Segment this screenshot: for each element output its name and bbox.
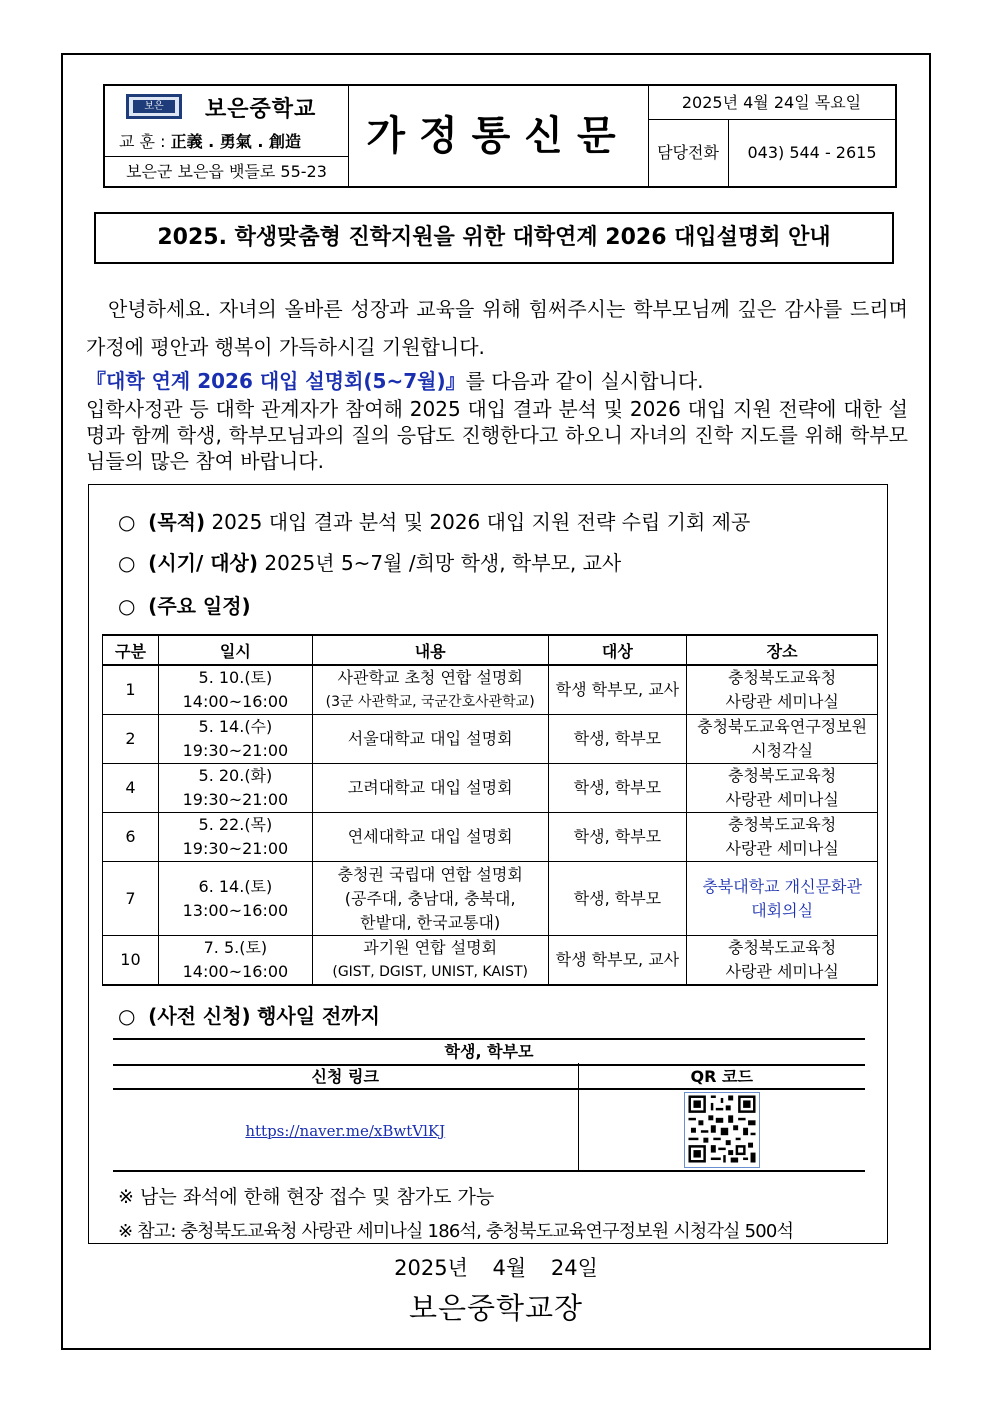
place-line: 충청북도교육청	[728, 766, 837, 785]
target-label: (시기/ 대상)	[148, 551, 259, 575]
content-line: 한밭대, 한국교통대)	[360, 912, 501, 932]
purpose-text: 2025 대입 결과 분석 및 2026 대입 지원 전략 수립 기회 제공	[211, 510, 751, 534]
row-date: 5. 20.(화)	[198, 766, 273, 785]
bullet-marker: ○	[118, 594, 136, 618]
bullet-marker: ○	[118, 551, 136, 575]
row-datetime	[158, 936, 312, 986]
row-time: 19:30~21:00	[182, 790, 289, 809]
place-line: 시청각실	[751, 741, 814, 760]
row-time: 14:00~16:00	[182, 692, 289, 711]
letterhead	[103, 84, 897, 188]
content-line: (공주대, 충남대, 충북대,	[344, 888, 516, 908]
apply-table	[113, 1063, 865, 1172]
school-motto	[119, 129, 301, 152]
row-time: 13:00~16:00	[182, 900, 289, 920]
row-target: 학생, 학부모	[548, 862, 687, 936]
place-line: 충청북도교육청	[728, 815, 837, 834]
bullet-purpose	[118, 506, 750, 535]
row-datetime	[158, 813, 312, 862]
table-row	[103, 665, 878, 715]
place-line: 사랑관 세미나실	[725, 839, 839, 858]
content-line: 사관학교 초청 연합 설명회	[337, 668, 523, 687]
row-content: 서울대학교 대입 설명회	[312, 715, 548, 764]
qr-code-icon[interactable]	[684, 1092, 760, 1168]
table-row	[103, 862, 878, 936]
school-name: 보은중학교	[205, 97, 317, 122]
row-target: 학생 학부모, 교사	[548, 936, 687, 986]
row-place	[687, 665, 878, 715]
apply-link[interactable]: https://naver.me/xBwtVlKJ	[245, 1121, 446, 1140]
row-place	[687, 813, 878, 862]
event-rest: 를 다음과 같이 실시합니다.	[465, 369, 704, 393]
col-header: 일시	[158, 635, 312, 665]
row-place	[687, 764, 878, 813]
schedule-header-row	[103, 635, 878, 665]
bullet-marker: ○	[118, 1004, 136, 1028]
row-number: 6	[103, 813, 159, 862]
row-place	[687, 862, 878, 936]
row-number: 1	[103, 665, 159, 715]
row-content	[312, 936, 548, 986]
row-target: 학생 학부모, 교사	[548, 665, 687, 715]
event-highlight: 『대학 연계 2026 대입 설명회(5~7월)』	[86, 369, 466, 393]
school-info	[105, 86, 349, 186]
signature-date: 2025년 4월 24일	[394, 1256, 598, 1280]
col-header: 구분	[103, 635, 159, 665]
event-announcement	[86, 368, 908, 394]
place-line: 사랑관 세미나실	[725, 692, 839, 711]
col-header: 대상	[548, 635, 687, 665]
row-date: 5. 14.(수)	[198, 717, 273, 736]
link-header: 신청 링크	[113, 1063, 578, 1089]
row-content	[312, 665, 548, 715]
school-logo	[126, 94, 182, 119]
issue-date: 2025년 4월 24일 목요일	[648, 86, 895, 120]
content-line: (3군 사관학교, 국군간호사관학교)	[325, 694, 535, 710]
row-time: 19:30~21:00	[182, 741, 289, 760]
motto-value: 正義 . 勇氣 . 創造	[170, 132, 302, 151]
row-date: 7. 5.(토)	[203, 938, 268, 957]
table-row	[103, 936, 878, 986]
row-date: 5. 22.(목)	[198, 815, 273, 834]
content-line: 과기원 연합 설명회	[363, 938, 498, 957]
row-content: 고려대학교 대입 설명회	[312, 764, 548, 813]
table-row	[103, 764, 878, 813]
phone-label: 담당전화	[648, 120, 729, 186]
place-line: 충청북도교육청	[728, 938, 837, 957]
motto-label: 교 훈 :	[119, 132, 166, 151]
row-datetime	[158, 764, 312, 813]
row-target: 학생, 학부모	[548, 715, 687, 764]
target-text: 2025년 5~7월 /희망 학생, 학부모, 교사	[264, 551, 622, 575]
phone-number: 043) 544 - 2615	[747, 143, 877, 162]
apply-header-row	[113, 1063, 865, 1089]
row-place	[687, 715, 878, 764]
qr-header: QR 코드	[578, 1063, 865, 1089]
row-date: 6. 14.(토)	[198, 876, 273, 896]
row-content: 연세대학교 대입 설명회	[312, 813, 548, 862]
apply-audience: 학생, 학부모	[113, 1038, 865, 1066]
row-datetime	[158, 715, 312, 764]
schedule-label: (주요 일정)	[148, 594, 251, 618]
row-number: 10	[103, 936, 159, 986]
subject-title: 2025. 학생맞춤형 진학지원을 위한 대학연계 2026 대입설명회 안내	[94, 212, 894, 264]
row-number: 7	[103, 862, 159, 936]
note-onsite: ※ 남는 좌석에 한해 현장 접수 및 참가도 가능	[118, 1186, 495, 1208]
description-paragraph: 입학사정관 등 대학 관계자가 참여해 2025 대입 결과 분석 및 2026 대입 지원 전략에 대한 설명과 함께 학생, 학부모님과의 질의 응답도 진행한다고 하오니 자녀의 진학 지도를 위해 학부모님들의 많은 참여 바랍니다.	[86, 397, 908, 473]
greeting-paragraph: 안녕하세요. 자녀의 올바른 성장과 교육을 위해 힘써주시는 학부모님께 깊은 감사를 드리며 가정에 평안과 행복이 가득하시길 기원합니다.	[86, 297, 908, 359]
schedule-table	[102, 634, 878, 986]
newsletter-title: 가정통신문	[348, 86, 649, 186]
row-datetime	[158, 862, 312, 936]
place-line: 사랑관 세미나실	[725, 962, 839, 981]
table-row	[103, 813, 878, 862]
row-place	[687, 936, 878, 986]
col-header: 장소	[687, 635, 878, 665]
place-line: 충북대학교 개신문화관	[702, 876, 862, 896]
place-line: 사랑관 세미나실	[725, 790, 839, 809]
place-line: 대회의실	[751, 900, 814, 920]
school-address: 보은군 보은읍 뱃들로 55-23	[105, 156, 348, 187]
bullet-target	[118, 547, 621, 576]
place-line: 충청북도교육청	[728, 668, 837, 687]
row-number: 4	[103, 764, 159, 813]
row-target: 학생, 학부모	[548, 764, 687, 813]
bullet-apply	[118, 1000, 380, 1029]
apply-label: (사전 신청)	[148, 1004, 251, 1028]
signature-principal: 보은중학교장	[408, 1291, 584, 1325]
qr-cell	[578, 1089, 865, 1171]
place-line: 충청북도교육연구정보원	[697, 717, 868, 736]
row-datetime	[158, 665, 312, 715]
table-row	[103, 715, 878, 764]
link-cell	[113, 1089, 578, 1171]
row-number: 2	[103, 715, 159, 764]
bullet-schedule	[118, 590, 251, 619]
row-time: 14:00~16:00	[182, 962, 289, 981]
row-date: 5. 10.(토)	[198, 668, 273, 687]
note-reference: ※ 참고: 충청북도교육청 사랑관 세미나실 186석, 충청북도교육연구정보원 시청각실 500석	[118, 1221, 794, 1242]
school-logo-text: 보은	[133, 100, 175, 113]
row-content	[312, 862, 548, 936]
col-header: 내용	[312, 635, 548, 665]
apply-content-row	[113, 1089, 865, 1171]
content-line: (GIST, DGIST, UNIST, KAIST)	[332, 964, 528, 980]
apply-text: 행사일 전까지	[257, 1004, 380, 1028]
purpose-label: (목적)	[148, 510, 206, 534]
bullet-marker: ○	[118, 510, 136, 534]
row-target: 학생, 학부모	[548, 813, 687, 862]
row-time: 19:30~21:00	[182, 839, 289, 858]
content-line: 충청권 국립대 연합 설명회	[337, 864, 523, 884]
